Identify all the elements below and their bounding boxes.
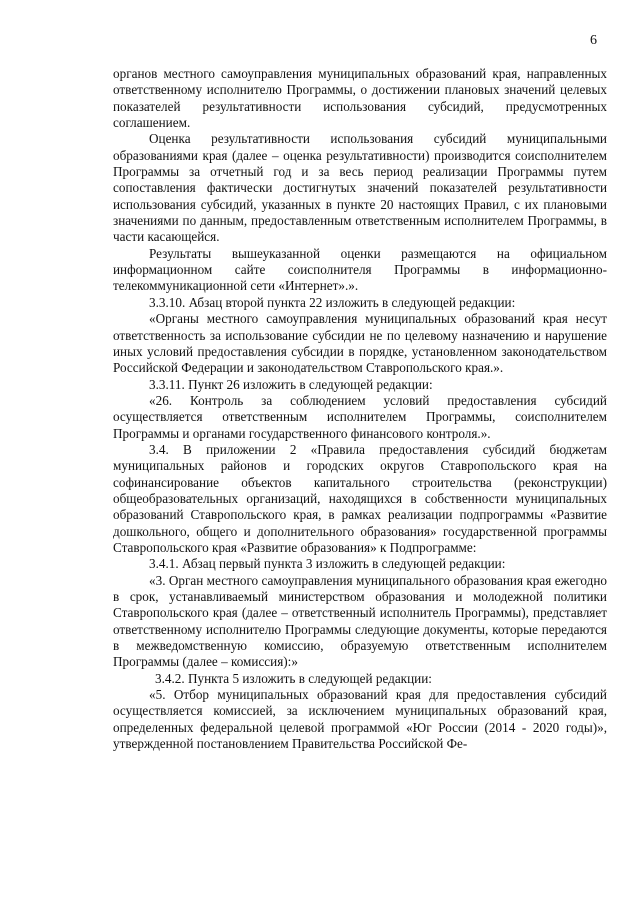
paragraph-item-26: «26. Контроль за соблюдением условий предоставления субсидий осуществляется ответственным исполнителем Программы, соисполнителем Программы и органами государственного финансового контроля.». [113,392,607,441]
paragraph-3-3-11: 3.3.11. Пункт 26 изложить в следующей редакции: [149,376,433,392]
paragraph-results: Результаты вышеуказанной оценки размещаются на официальном информационном сайте соисполнителя Программы в информационно-телекоммуникационной сети «Интернет».». [113,245,607,294]
paragraph-3-4-2: 3.4.2. Пункта 5 изложить в следующей редакции: [155,670,432,686]
paragraph-continuation: органов местного самоуправления муниципальных образований края, направленных ответственному исполнителю Программы, о достижении плановых значений целевых показателей результативности использования субсидий, предусмотренных соглашением. [113,66,607,131]
page-number: 6 [590,33,597,48]
paragraph-3-4-1: 3.4.1. Абзац первый пункта 3 изложить в следующей редакции: [149,556,506,572]
paragraph-3-3-10: 3.3.10. Абзац второй пункта 22 изложить в следующей редакции: [149,294,516,310]
paragraph-3-4: 3.4. В приложении 2 «Правила предоставления субсидий бюджетам муниципальных районов и городских округов Ставропольского края на софинансирование объектов капитального строительства (реконструкции) общеобразовательных организаций, находящихся в собственности муниципальных образований Ставропольского края, в рамках реализации подпрограммы «Развитие дошкольного, общего и дополнительного образования» государственной программы Ставропольского края «Развитие образования» к Подпрограмме: [113,441,607,555]
paragraph-responsibility: «Органы местного самоуправления муниципальных образований края несут ответственность за использование субсидии не по целевому назначению и нарушение иных условий предоставления субсидии в порядке, установленном законодательством Российской Федерации и законодательством Ставропольского края.». [113,311,607,376]
paragraph-evaluation: Оценка результативности использования субсидий муниципальными образованиями края (далее – оценка результативности) производится соисполнителем Программы за отчетный год и за весь период реализации Программы путем сопоставления фактически достигнутых значений показателей результативности использования субсидий, указанных в пункте 20 настоящих Правил, с их плановыми значениями по данным, предоставленным ответственным исполнителем Программы, в части касающейся. [113,131,607,245]
paragraph-item-3: «3. Орган местного самоуправления муниципального образования края ежегодно в срок, устанавливаемый министерством образования и молодежной политики Ставропольского края (далее – ответственный исполнитель Программы), представляет ответственному исполнителю Программы следующие документы, которые передаются в межведомственную комиссию, образуемую ответственным исполнителем Программы (далее – комиссия):» [113,572,607,670]
paragraph-item-5: «5. Отбор муниципальных образований края для предоставления субсидий осуществляется комиссией, за исключением муниципальных образований края, определенных федеральной целевой программой «Юг России (2014 - 2020 годы)», утвержденной постановлением Правительства Российской Фе- [113,687,607,752]
document-body [113,66,607,752]
